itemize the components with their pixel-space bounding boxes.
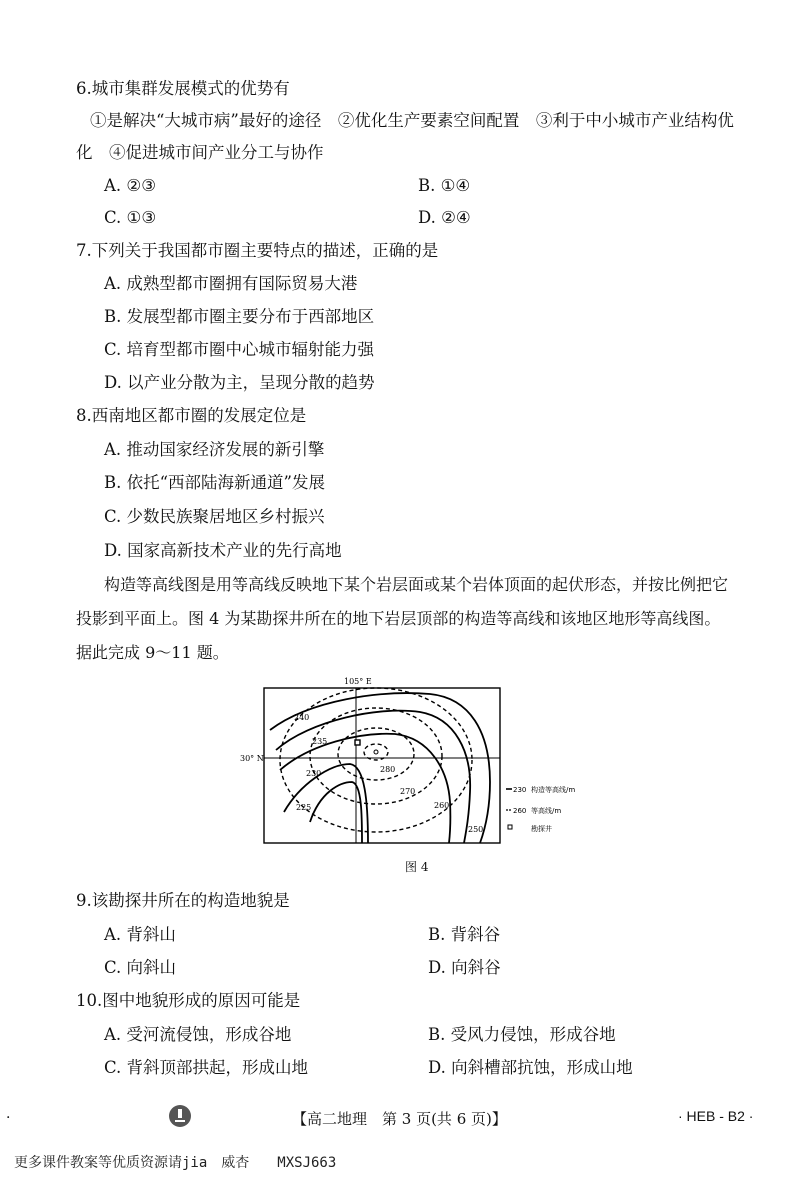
q6-option-a: A. ②③ bbox=[104, 176, 156, 195]
legend bbox=[506, 785, 575, 833]
intro-line2: 投影到平面上。图 4 为某勘探井所在的地下岩层顶部的构造等高线和该地区地形等高线图。 bbox=[76, 609, 721, 628]
well-marker bbox=[355, 740, 360, 745]
label-260: 260 bbox=[434, 801, 450, 810]
footer-title: 【高二地理 第 3 页(共 6 页)】 bbox=[292, 1110, 507, 1128]
intro-line1: 构造等高线图是用等高线反映地下某个岩层面或某个岩体顶面的起伏形态，并按比例把它 bbox=[104, 575, 729, 594]
legend-terrain-value: 260 bbox=[513, 807, 527, 815]
label-225: 225 bbox=[296, 803, 312, 812]
q6-statement-line2: 化 ④促进城市间产业分工与协作 bbox=[76, 143, 324, 162]
footer-code: · HEB - B2 · bbox=[678, 1108, 754, 1124]
legend-well-label: 勘探井 bbox=[531, 825, 552, 833]
legend-structure-label: 构造等高线/m bbox=[531, 786, 576, 794]
label-240: 240 bbox=[294, 713, 310, 722]
legend-structure-value: 230 bbox=[513, 786, 527, 794]
q9-option-b: B. 背斜谷 bbox=[428, 925, 501, 944]
q7-option-d: D. 以产业分散为主，呈现分散的趋势 bbox=[104, 373, 375, 392]
q7-option-b: B. 发展型都市圈主要分布于西部地区 bbox=[104, 307, 375, 326]
q8-option-d: D. 国家高新技术产业的先行高地 bbox=[104, 541, 342, 560]
q6-option-b: B. ①④ bbox=[418, 176, 471, 195]
longitude-label: 105° E bbox=[344, 677, 372, 686]
terrain-contour-260 bbox=[310, 708, 442, 804]
q7-option-c: C. 培育型都市圈中心城市辐射能力强 bbox=[104, 340, 375, 359]
label-230: 230 bbox=[306, 769, 322, 778]
q7-option-a: A. 成熟型都市圈拥有国际贸易大港 bbox=[104, 274, 358, 293]
q6-option-d: D. ②④ bbox=[418, 208, 471, 227]
figure-caption: 图 4 bbox=[405, 860, 429, 874]
legend-well-icon bbox=[508, 825, 512, 829]
q9-stem: 9.该勘探井所在的构造地貌是 bbox=[76, 891, 290, 910]
q9-option-a: A. 背斜山 bbox=[104, 925, 176, 944]
footer-left-dot: · bbox=[6, 1110, 11, 1126]
latitude-label: 30° N bbox=[240, 754, 264, 763]
q8-option-c: C. 少数民族聚居地区乡村振兴 bbox=[104, 507, 325, 526]
q9-option-d: D. 向斜谷 bbox=[428, 958, 501, 977]
intro-line3: 据此完成 9～11 题。 bbox=[76, 643, 229, 662]
q8-stem: 8.西南地区都市圈的发展定位是 bbox=[76, 406, 307, 425]
structure-contour-inner bbox=[310, 782, 362, 843]
q10-option-d: D. 向斜槽部抗蚀，形成山地 bbox=[428, 1058, 633, 1077]
q10-stem: 10.图中地貌形成的原因可能是 bbox=[76, 991, 301, 1010]
q10-option-b: B. 受风力侵蚀，形成谷地 bbox=[428, 1025, 616, 1044]
q7-stem: 7.下列关于我国都市圈主要特点的描述，正确的是 bbox=[76, 241, 439, 260]
q10-option-a: A. 受河流侵蚀，形成谷地 bbox=[104, 1025, 292, 1044]
q9-option-c: C. 向斜山 bbox=[104, 958, 177, 977]
q8-option-b: B. 依托“西部陆海新通道”发展 bbox=[104, 473, 325, 492]
q6-statement-line1: ①是解决“大城市病”最好的途径 ②优化生产要素空间配置 ③利于中小城市产业结构优 bbox=[90, 111, 734, 130]
legend-terrain-label: 等高线/m bbox=[531, 807, 562, 815]
microscope-logo-icon bbox=[168, 1104, 192, 1128]
watermark-text: 更多课件教案等优质资源请jia 威杏 MXSJ663 bbox=[14, 1155, 337, 1171]
label-270: 270 bbox=[400, 787, 416, 796]
contour-map-figure bbox=[240, 672, 576, 872]
q8-option-a: A. 推动国家经济发展的新引擎 bbox=[104, 440, 325, 459]
q6-stem: 6.城市集群发展模式的优势有 bbox=[76, 79, 290, 98]
label-250: 250 bbox=[468, 825, 484, 834]
label-280: 280 bbox=[380, 765, 396, 774]
q10-option-c: C. 背斜顶部拱起，形成山地 bbox=[104, 1058, 309, 1077]
q6-option-c: C. ①③ bbox=[104, 208, 157, 227]
terrain-summit-mark bbox=[374, 750, 378, 754]
label-235: 235 bbox=[312, 737, 328, 746]
